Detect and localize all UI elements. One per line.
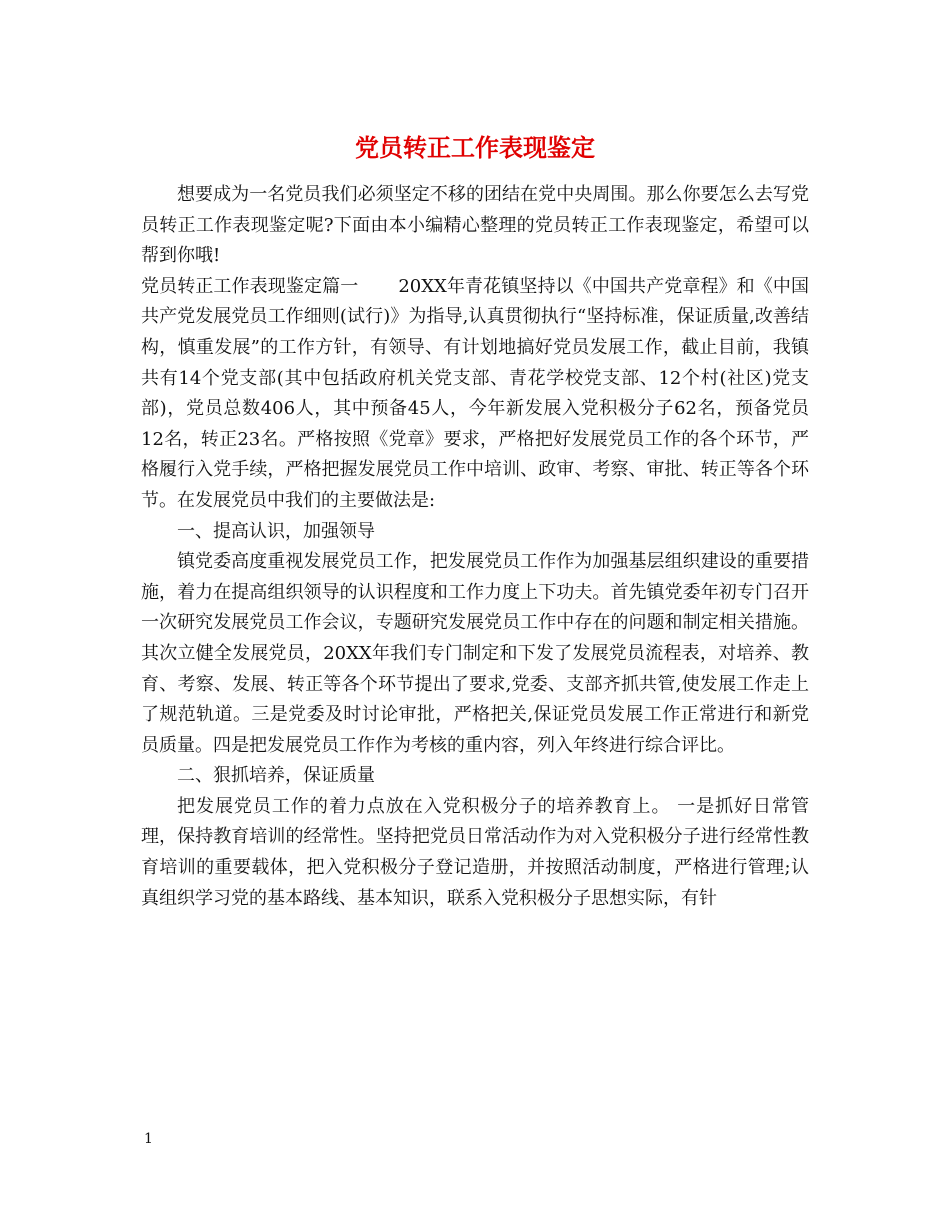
document-body	[141, 180, 809, 914]
section-text: 20XX年青花镇坚持以《中国共产党章程》和《中国共产党发展党员工作细则(试行)》为指导,认真贯彻执行“坚持标准，保证质量,改善结构，慎重发展”的工作方针，有领导、有计划地搞好党员发展工作，截止目前，我镇共有14个党支部(其中包括政府机关党支部、青花学校党支部、12个村(社区)党支部)，党员总数406人，其中预备45人，今年新发展入党积极分子62名，预备党员12名，转正23名。严格按照《党章》要求，严格把好发展党员工作的各个环节，严格履行入党手续，严格把握发展党员工作中培训、政审、考察、审批、转正等各个环节。在发展党员中我们的主要做法是:	[141, 275, 810, 511]
page-number: 1	[144, 1131, 153, 1147]
page-title: 党员转正工作表现鉴定	[355, 133, 595, 162]
paragraph-leadership: 镇党委高度重视发展党员工作，把发展党员工作作为加强基层组织建设的重要措施，着力在提高组织领导的认识程度和工作力度上下功夫。首先镇党委年初专门召开一次研究发展党员工作会议，专题研究发展党员工作中存在的问题和制定相关措施。其次立健全发展党员，20XX年我们专门制定和下发了发展党员流程表，对培养、教育、考察、发展、转正等各个环节提出了要求,党委、支部齐抓共管,使发展工作走上了规范轨道。三是党委及时讨论审批，严格把关,保证党员发展工作正常进行和新党员质量。四是把发展党员工作作为考核的重内容，列入年终进行综合评比。	[141, 551, 809, 756]
intro-paragraph: 想要成为一名党员我们必须坚定不移的团结在党中央周围。那么你要怎么去写党员转正工作表现鉴定呢?下面由本小编精心整理的党员转正工作表现鉴定，希望可以帮到你哦!	[141, 184, 809, 267]
section-heading: 党员转正工作表现鉴定篇一	[141, 275, 359, 297]
section-paragraph	[141, 272, 809, 517]
subheading-one: 一、提高认识，加强领导	[177, 520, 375, 542]
subheading-two: 二、狠抓培养，保证质量	[177, 765, 375, 787]
paragraph-training: 把发展党员工作的着力点放在入党积极分子的培养教育上。 一是抓好日常管理，保持教育培训的经常性。坚持把党员日常活动作为对入党积极分子进行经常性教育培训的重要载体，把入党积极分子登记造册，并按照活动制度，严格进行管理;认真组织学习党的基本路线、基本知识，联系入党积极分子思想实际，有针	[141, 795, 809, 909]
